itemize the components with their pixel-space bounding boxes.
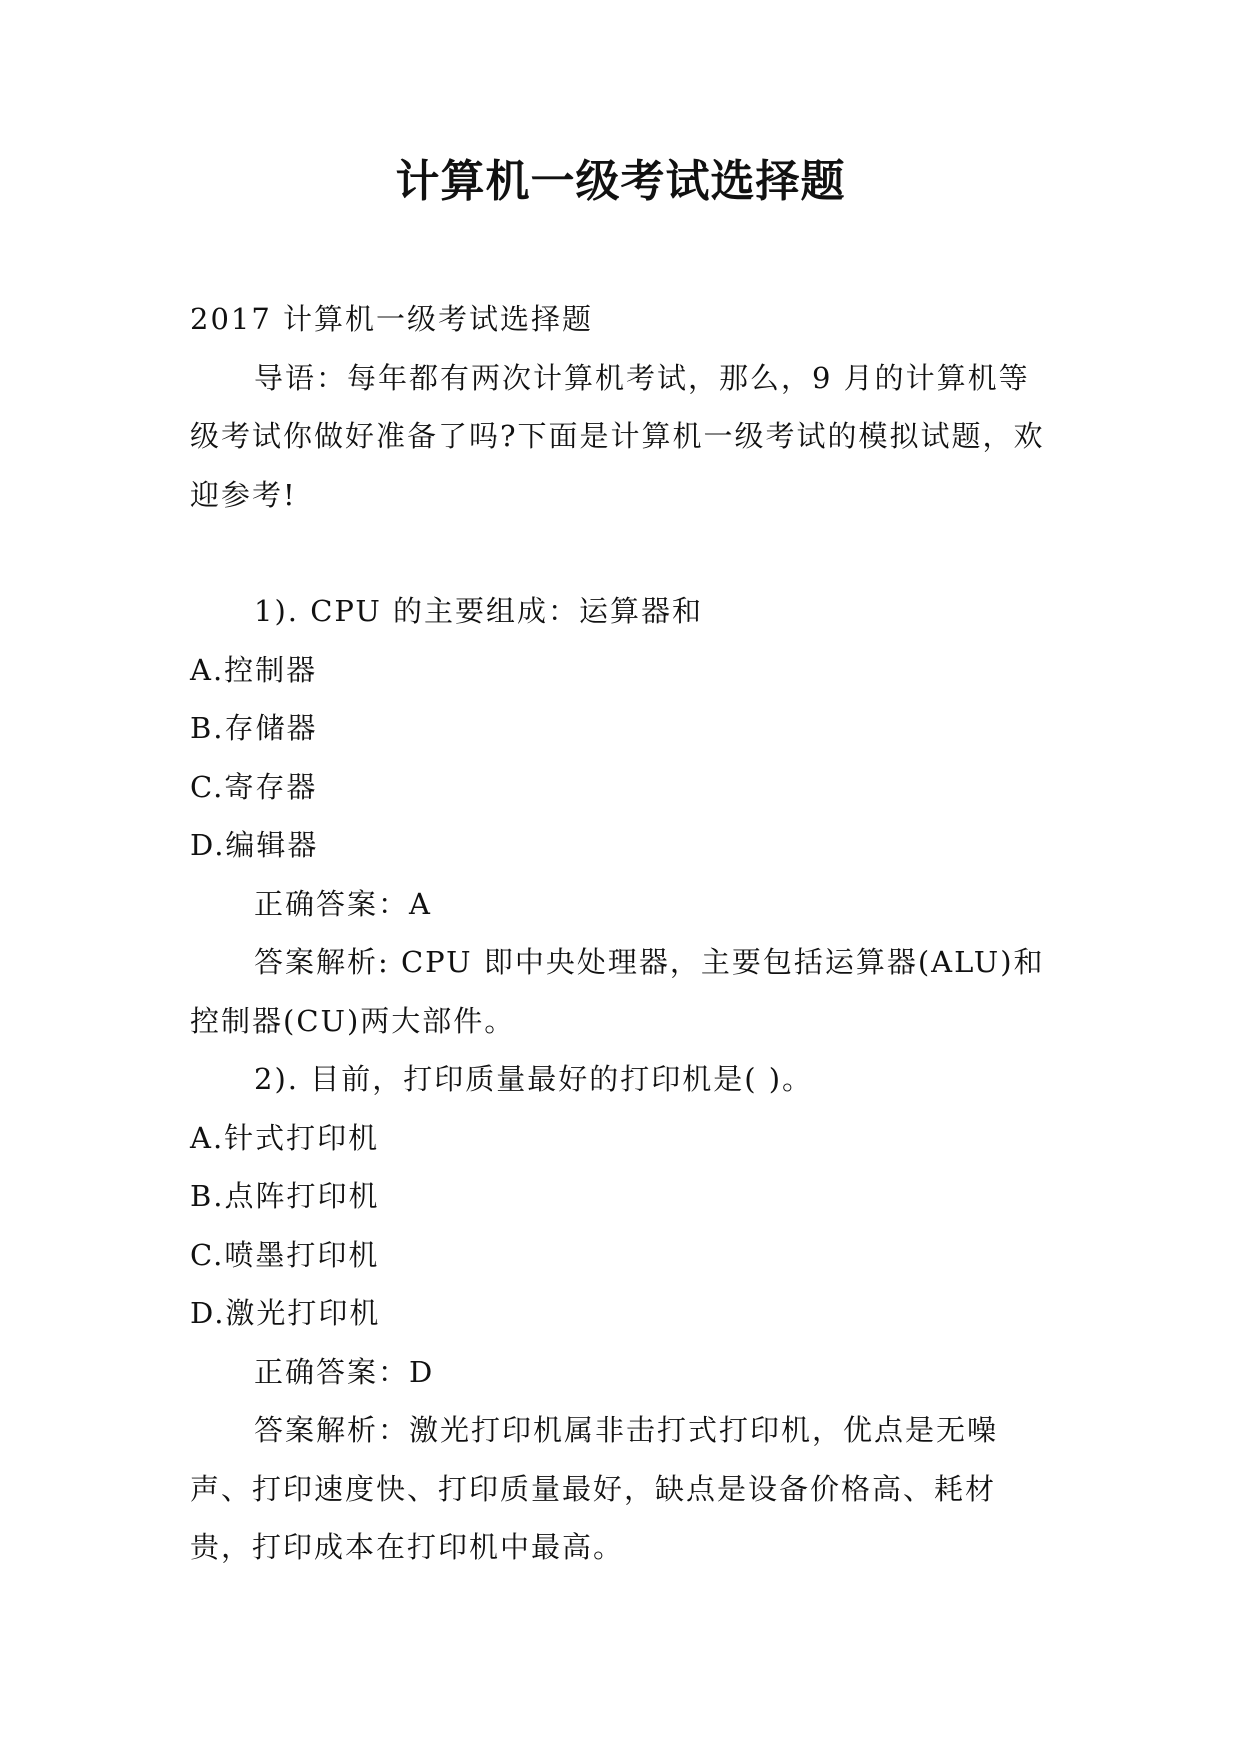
option-d: D.激光打印机 bbox=[190, 1296, 381, 1330]
correct-answer: 正确答案：A bbox=[254, 886, 432, 921]
correct-answer: 正确答案：D bbox=[254, 1354, 435, 1389]
option-b: B.点阵打印机 bbox=[190, 1179, 380, 1213]
answer-analysis: 答案解析：激光打印机属非击打式打印机，优点是无噪声、打印速度快、打印质量最好，缺点是设备价格高、耗材贵，打印成本在打印机中最高。 bbox=[190, 1413, 999, 1564]
section-spacer bbox=[190, 524, 1050, 582]
option-b: B.存储器 bbox=[190, 711, 318, 745]
question-block-1 bbox=[190, 582, 1050, 1050]
option-a: A.针式打印机 bbox=[190, 1120, 380, 1155]
option-d: D.编辑器 bbox=[190, 828, 319, 862]
answer-analysis: 答案解析: CPU 即中央处理器，主要包括运算器(ALU)和控制器(CU)两大部件。 bbox=[190, 945, 1045, 1038]
option-a: A.控制器 bbox=[190, 652, 318, 687]
question-text: 2). 目前，打印质量最好的打印机是( )。 bbox=[254, 1062, 814, 1096]
option-c: C.喷墨打印机 bbox=[190, 1237, 380, 1272]
question-text: 1). CPU 的主要组成：运算器和 bbox=[254, 594, 704, 628]
option-c: C.寄存器 bbox=[190, 769, 318, 804]
intro-paragraph: 导语：每年都有两次计算机考试，那么，9 月的计算机等级考试你做好准备了吗?下面是计算机一级考试的模拟试题，欢迎参考! bbox=[190, 360, 1045, 512]
document-title: 计算机一级考试选择题 bbox=[395, 156, 846, 207]
document-subtitle: 2017 计算机一级考试选择题 bbox=[190, 302, 594, 336]
question-block-2 bbox=[190, 1050, 1050, 1577]
document-body bbox=[190, 290, 1050, 1577]
